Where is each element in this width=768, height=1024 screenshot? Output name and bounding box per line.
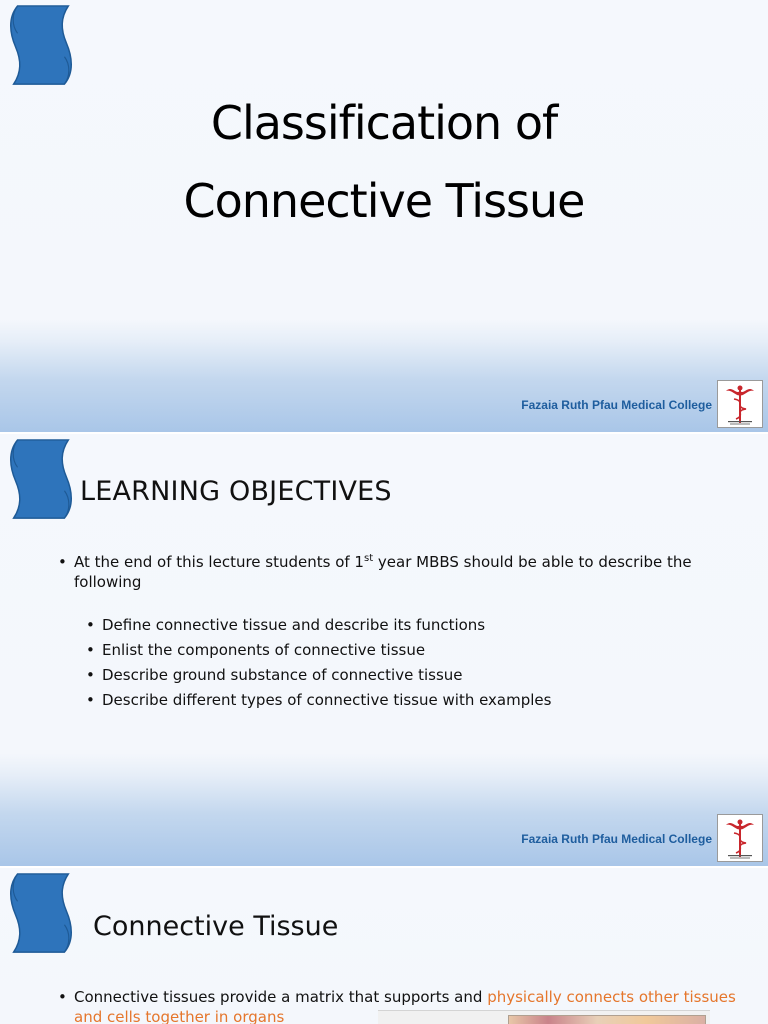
bullet-list bbox=[58, 552, 708, 715]
title-line: Connective Tissue bbox=[183, 174, 585, 228]
objective-item: • Describe ground substance of connective tissue bbox=[86, 665, 708, 685]
title-line: Classification of bbox=[210, 96, 558, 150]
tissue-image bbox=[508, 1015, 706, 1024]
caduceus-logo-icon bbox=[717, 380, 763, 428]
slide-heading: LEARNING OBJECTIVES bbox=[80, 476, 392, 507]
bullet-text: Connective tissues provide a matrix that supports and bbox=[74, 988, 488, 1006]
objective-item: • Describe different types of connective tissue with examples bbox=[86, 690, 708, 710]
slide-heading: Connective Tissue bbox=[93, 911, 339, 942]
blue-scroll-decoration bbox=[5, 4, 77, 88]
slide-title bbox=[0, 0, 768, 432]
college-name: Fazaia Ruth Pfau Medical College bbox=[521, 398, 712, 412]
blue-scroll-decoration bbox=[5, 438, 77, 522]
college-name: Fazaia Ruth Pfau Medical College bbox=[521, 832, 712, 846]
objective-item: • Enlist the components of connective tissue bbox=[86, 640, 708, 660]
highlighted-text: physically connects other tissues and cells together in organs bbox=[74, 988, 736, 1024]
intro-bullet bbox=[58, 552, 708, 592]
slide-connective-tissue bbox=[0, 866, 768, 1024]
tissue-illustration bbox=[378, 1010, 710, 1024]
objectives-list bbox=[86, 615, 708, 710]
slide-learning-objectives bbox=[0, 432, 768, 866]
intro-text-end: year MBBS should be able to describe the following bbox=[74, 553, 692, 591]
slide-title-heading bbox=[0, 84, 768, 240]
blue-scroll-decoration bbox=[5, 872, 77, 956]
caduceus-logo-icon bbox=[717, 814, 763, 862]
objective-item: • Define connective tissue and describe its functions bbox=[86, 615, 708, 635]
intro-text-start: At the end of this lecture students of 1 bbox=[74, 553, 364, 571]
ordinal-suffix: st bbox=[363, 553, 374, 564]
